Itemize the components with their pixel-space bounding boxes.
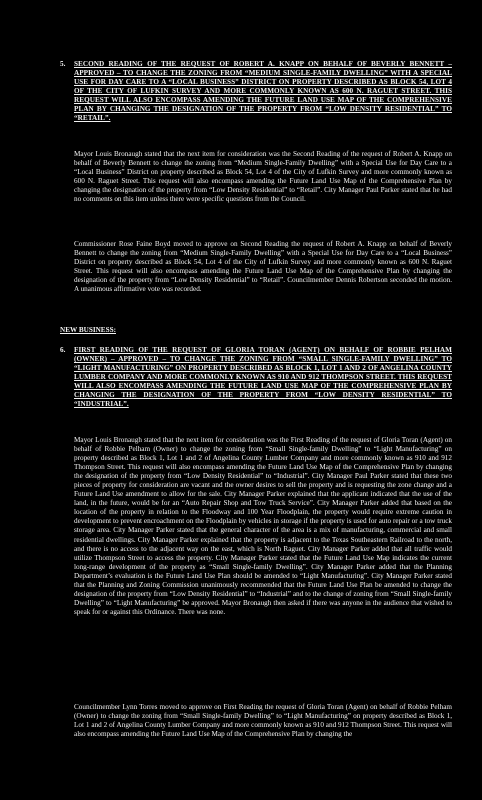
paragraph <box>74 150 452 204</box>
paragraph <box>74 240 452 294</box>
paragraph-text: Mayor Louis Bronaugh stated that the next item for consideration was the Second Reading of the request of Robert A. Knapp on behalf of Beverly Bennett to change the zoning from “Medium Single-Family Dwelling” with a Special Use for Day Care to a “Local Business” District on property described as Block 54, Lot 4 of the City of Lufkin Survey and more commonly known as 600 N. Raguet Street. This request will also encompass amending the Future Land Use Map of the Comprehensive Plan by changing the designation of the property from “Low Density Residential” to “Retail”. City Manager Paul Parker stated that he had no comments on this item unless there were specific questions from the Council. <box>74 150 452 204</box>
paragraph-text: Mayor Louis Bronaugh stated that the next item for consideration was the First Reading of the request of Gloria Toran (Agent) on behalf of Robbie Pelham (Owner) to change the zoning from “Small Single-family Dwelling” to “Light Manufacturing” on property described as Block 1, Lot 1 and 2 of Angelina County Lumber Company and more commonly known as 910 and 912 Thompson Street. This request will also encompass amending the Future Land Use Map of the Comprehensive Plan by changing the designation of the property from “Low Density Residential” to “Industrial”. City Manager Paul Parker stated that these two pieces of property for consideration are vacant and the owner desires to sell the property and is requesting the zone change and a Future Land Use amendment to allow for the sale. City Manager Parker explained that the applicant indicated that the use of the land, in the future, would be for an “Auto Repair Shop and Tow Truck Service”. City Manager Parker added that based on the location of the property in relation to the Floodway and 100 Year Floodplain, the property would require extreme caution in development to prevent encroachment on the Floodplain by vehicles in storage if the property is used for auto repair or a tow truck storage area. City Manager Parker stated that the general character of the area is a mix of manufacturing, commercial and small residential dwellings. City Manager Parker explained that the property is adjacent to the Texas Southeastern Railroad to the north, and there is no access to the adjacent way on the east, which is North Raguet. City Manager Parker added that all traffic would utilize Thompson Street to access the property. City Manager Parker stated that the Future Land Use Map indicates the current long-range development of the property as “Small Single-family Dwelling”. City Manager Parker added that the Planning Department’s evaluation is the Future Land Use Plan should be amended to “Light Manufacturing”. City Manager Parker stated that the Planning and Zoning Commission unanimously recommended that the Future Land Use Plan be amended to change the designation of the property from “Low Density Residential” to “Industrial” and to the change of zoning from “Small Single-family Dwelling” to “Light Manufacturing” be approved. Mayor Bronaugh then asked if there was anyone in the audience that wished to speak for or against this Ordinance. There was none. <box>74 436 452 616</box>
paragraph-text: Commissioner Rose Faine Boyd moved to approve on Second Reading the request of Robert A. Knapp on behalf of Beverly Bennett to change the zoning from “Medium Single-Family Dwelling” with a Special Use for Day Care to a “Local Business” District on property described as Block 54, Lot 4 of the City of Lufkin Survey and more commonly known as 600 N. Raguet Street. This request will also encompass amending the Future Land Use Map of the Comprehensive Plan by changing the designation of the property from “Low Density Residential” to “Retail”. Councilmember Dennis Robertson seconded the motion. A unanimous affirmative vote was recorded. <box>74 240 452 294</box>
section-heading: NEW BUSINESS: <box>60 326 116 334</box>
item-number: 5. <box>60 60 66 68</box>
paragraph-text: Councilmember Lynn Torres moved to approve on First Reading the request of Gloria Toran (Agent) on behalf of Robbie Pelham (Owner) to change the zoning from “Small Single-family Dwelling” to “Light Manufacturing” on property described as Block 1, Lot 1 and 2 of Angelina County Lumber Company and more commonly known as 910 and 912 Thompson Street. This request will also encompass amending the Future Land Use Map of the Comprehensive Plan by changing the <box>74 703 452 739</box>
paragraph <box>74 436 452 617</box>
item-number: 6. <box>60 346 66 354</box>
paragraph <box>74 703 452 739</box>
item-heading: FIRST READING OF THE REQUEST OF GLORIA TORAN (AGENT) ON BEHALF OF ROBBIE PELHAM (OWNER) – APPROVED – TO CHANGE THE ZONING FROM “SMALL SINGLE-FAMILY DWELLING” TO “LIGHT MANUFACTURING” ON PROPERTY DESCRIBED AS BLOCK 1, LOT 1 AND 2 OF ANGELINA COUNTY LUMBER COMPANY AND MORE COMMONLY KNOWN AS 910 AND 912 THOMPSON STREET. THIS REQUEST WILL ALSO ENCOMPASS AMENDING THE FUTURE LAND USE MAP OF THE COMPREHENSIVE PLAN BY CHANGING THE DESIGNATION OF THE PROPERTY FROM “LOW DENSITY RESIDENTIAL” TO “INDUSTRIAL”. <box>74 346 452 409</box>
item-heading: SECOND READING OF THE REQUEST OF ROBERT A. KNAPP ON BEHALF OF BEVERLY BENNETT – APPROVED – TO CHANGE THE ZONING FROM “MEDIUM SINGLE-FAMILY DWELLING” WITH A SPECIAL USE FOR DAY CARE TO A “LOCAL BUSINESS” DISTRICT ON PROPERTY DESCRIBED AS BLOCK 54, LOT 4 OF THE CITY OF LUFKIN SURVEY AND MORE COMMONLY KNOWN AS 600 N. RAGUET STREET. THIS REQUEST WILL ALSO ENCOMPASS AMENDING THE FUTURE LAND USE MAP OF THE COMPREHENSIVE PLAN BY CHANGING THE DESIGNATION OF THE PROPERTY FROM “LOW DENSITY RESIDENTIAL” TO “RETAIL”. <box>74 60 452 123</box>
